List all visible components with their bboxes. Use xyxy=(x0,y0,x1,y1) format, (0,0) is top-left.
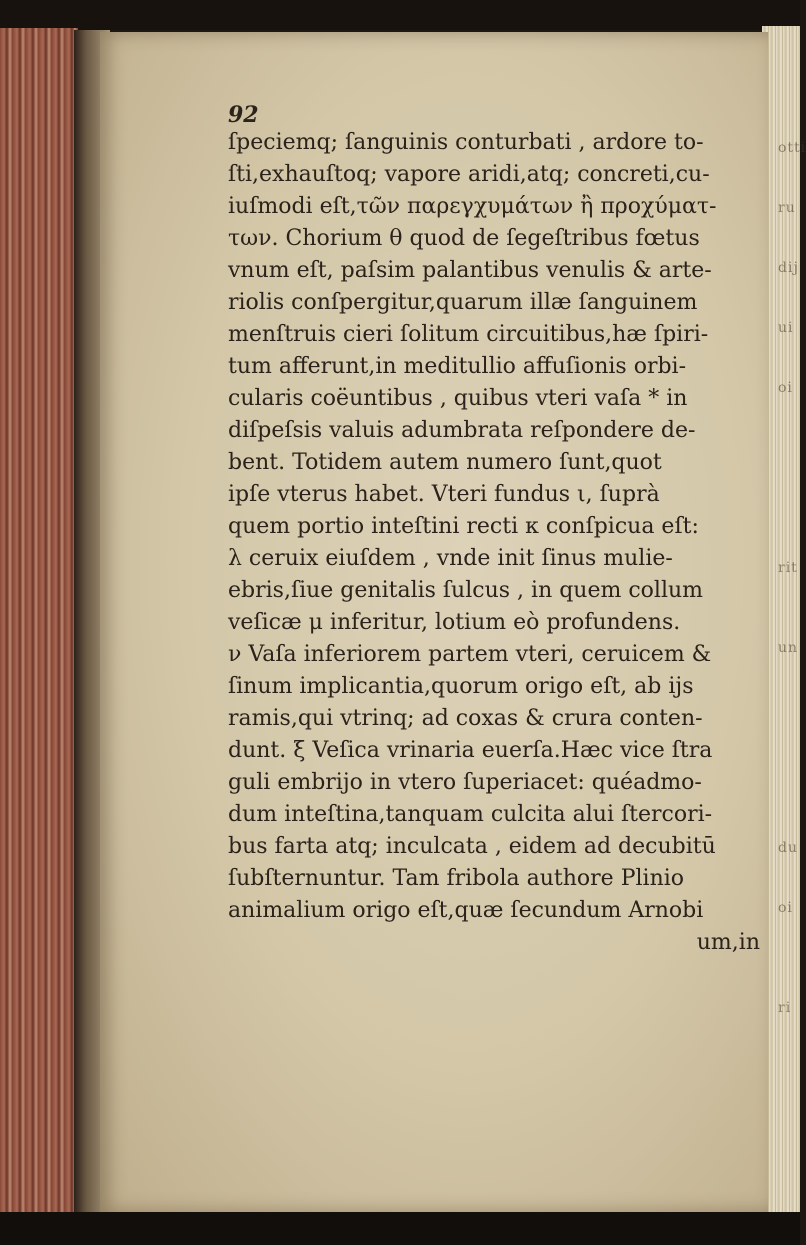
text-line: riolis conſpergitur,quarum illæ ſanguinem xyxy=(228,290,698,315)
text-line: ſinum implicantia,quorum origo eſt, ab ijs xyxy=(228,674,694,699)
bleed-through-text: ui xyxy=(778,320,794,336)
text-line: ν Vaſa inferiorem partem vteri, ceruicem & xyxy=(228,642,712,667)
bleed-through-text: otti xyxy=(778,140,806,156)
body-text xyxy=(228,127,768,959)
text-line: vnum eſt, paſsim palantibus venulis & arte- xyxy=(228,258,712,283)
text-line: diſpeſsis valuis adumbrata reſpondere de- xyxy=(228,418,696,443)
text-line: animalium origo eſt,quæ ſecundum Arnobi xyxy=(228,898,704,923)
text-line: veſicæ μ inferitur, lotium eò profundens. xyxy=(228,610,681,635)
text-line: των. Chorium θ quod de ſegeſtribus fœtus xyxy=(228,226,700,251)
bleed-through-text: ru xyxy=(778,200,796,216)
text-line: λ ceruix eiuſdem , vnde init ſinus mulie- xyxy=(228,546,673,571)
text-line: bent. Totidem autem numero ſunt,quot xyxy=(228,450,662,475)
text-line: menſtruis cieri ſolitum circuitibus,hæ ſpiri- xyxy=(228,322,709,347)
text-line: ſubſternuntur. Tam fribola authore Plinio xyxy=(228,866,685,891)
text-line: iuſmodi eſt,τῶν παρεγχυμάτων ἢ προχύματ- xyxy=(228,194,717,219)
text-line: ebris,ſiue genitalis ſulcus , in quem collum xyxy=(228,578,704,603)
text-line: dunt. ξ Veſica vrinaria euerſa.Hæc vice ſtra xyxy=(228,738,713,763)
text-line: guli embrijo in vtero ſuperiacet: quéadmo- xyxy=(228,770,702,795)
bleed-through-text: ri xyxy=(778,1000,792,1016)
bleed-through-text: du xyxy=(778,840,798,856)
text-line: dum inteſtina,tanquam culcita alui ſtercori- xyxy=(228,802,713,827)
scan-background-top xyxy=(0,0,800,30)
page-number: 92 xyxy=(228,102,259,128)
text-line: quem portio inteſtini recti κ conſpicua eſt: xyxy=(228,514,699,539)
scan-background-bottom xyxy=(0,1212,800,1245)
text-line-catchword: um,in xyxy=(696,930,760,955)
book-spine xyxy=(0,28,78,1218)
text-line: cularis coëuntibus , quibus vteri vaſa * in xyxy=(228,386,688,411)
text-line: ipſe vterus habet. Vteri fundus ι, ſuprà xyxy=(228,482,660,507)
text-line: ſti,exhauſtoq; vapore aridi,atq; concreti,cu- xyxy=(228,162,710,187)
bleed-through-text: un xyxy=(778,640,799,656)
bleed-through-text: oi xyxy=(778,380,793,396)
text-line: tum afferunt,in meditullio affuſionis orbi- xyxy=(228,354,687,379)
bleed-through-text: rit xyxy=(778,560,798,576)
text-line: ſpeciemq; ſanguinis conturbati , ardore to- xyxy=(228,130,704,155)
text-line: ramis,qui vtrinq; ad coxas & crura conten- xyxy=(228,706,703,731)
bleed-through-text: dij xyxy=(778,260,799,276)
bleed-through-text: oi xyxy=(778,900,793,916)
text-line: bus farta atq; inculcata , eidem ad decubitū xyxy=(228,834,716,859)
